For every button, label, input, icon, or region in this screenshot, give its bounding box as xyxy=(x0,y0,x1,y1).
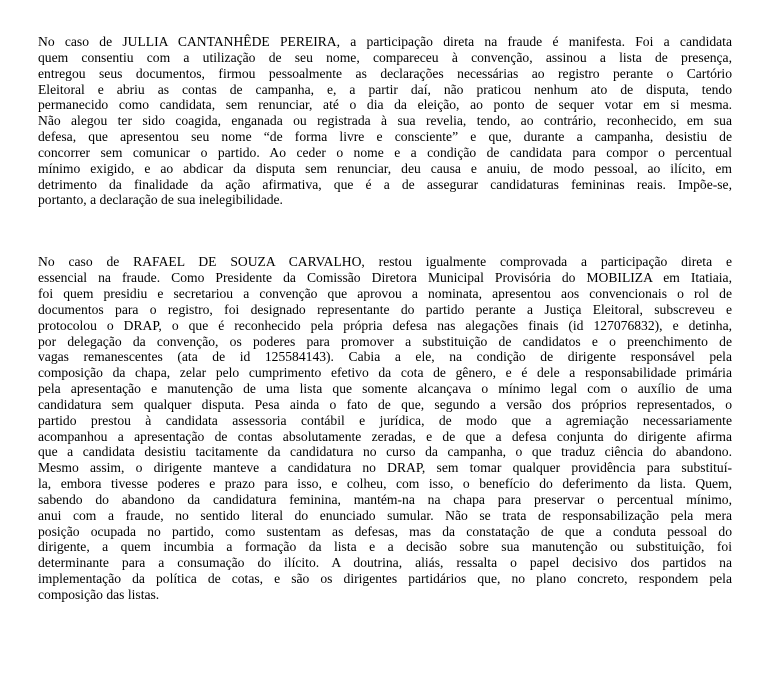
text-line: quem consentiu com a utilização de seu nome, compareceu à convenção, assinou a lista de presença, xyxy=(38,49,732,65)
text-line: vagas remanescentes (ata de id 125584143). Cabia a ele, na condição de dirigente responsável pela xyxy=(38,349,732,365)
text-line: implementação da política de cotas, e são os dirigentes partidários que, no plano concreto, respondem pela xyxy=(38,571,732,587)
text-line: acompanhou a apresentação de contas absolutamente zeradas, e de que a defesa conjunta do dirigente afirma xyxy=(38,428,732,444)
text-line: detrimento da finalidade da ação afirmativa, que é a de assegurar candidaturas femininas reais. Impõe-se, xyxy=(38,176,732,192)
paragraph-gap xyxy=(38,208,732,254)
paragraph-rafael xyxy=(38,254,732,603)
text-line: dirigente, a quem incumbia a formação da lista e a decisão sobre sua manutenção ou substituição, foi xyxy=(38,539,732,555)
text-line: composição das listas. xyxy=(38,587,160,602)
text-line: Eleitoral e abriu as contas de campanha, e, a partir daí, não praticou nenhum ato de disputa, tendo xyxy=(38,81,732,97)
text-line: la, embora tivesse poderes e prazo para isso, e colheu, com isso, o benefício do deferimento da lista. Quem, xyxy=(38,476,732,492)
text-line: candidatura sem qualquer disputa. Pesa ainda o fato de que, segundo a versão dos próprios representados, o xyxy=(38,396,732,412)
text-line: foi quem presidiu e secretariou a convenção que aprovou a nominata, apresentou aos convencionais o rol de xyxy=(38,285,732,301)
paragraph-jullia xyxy=(38,34,732,208)
text-line: No caso de RAFAEL DE SOUZA CARVALHO, restou igualmente comprovada a participação direta e xyxy=(38,254,732,270)
text-line: Mesmo assim, o dirigente manteve a candidatura no DRAP, sem tomar qualquer providência para substituí- xyxy=(38,460,732,476)
text-line: que a candidata desistiu tacitamente da candidatura no curso da campanha, o que traduz ciência do abandono. xyxy=(38,444,732,460)
text-line: por delegação da convenção, os poderes para promover a substituição de candidatos e o preenchimento de xyxy=(38,333,732,349)
text-line: sabendo do abandono da candidatura feminina, mantém-na na chapa para preservar o percentual mínimo, xyxy=(38,491,732,507)
text-line: No caso de JULLIA CANTANHÊDE PEREIRA, a participação direta na fraude é manifesta. Foi a candidata xyxy=(38,34,732,49)
text-line: pela apresentação e manutenção de uma lista que somente alcançava o mínimo legal com o auxílio de uma xyxy=(38,381,732,397)
text-line: entregou seus documentos, firmou pessoalmente as declarações necessárias ao registro perante o Cartório xyxy=(38,65,732,81)
text-line: documentos para o registro, foi designado representante do partido perante a Justiça Eleitoral, subscreveu e xyxy=(38,301,732,317)
text-line: anui com a fraude, no sentido literal do enunciado sumular. Não se trata de responsabilização pela mera xyxy=(38,507,732,523)
text-line: essencial na fraude. Como Presidente da Comissão Diretora Municipal Provisória do MOBILIZA em Itatiaia, xyxy=(38,270,732,286)
document-page xyxy=(38,34,732,603)
text-line: posição ocupada no partido, como sustentam as defesas, mas da constatação de que a conduta pessoal do xyxy=(38,523,732,539)
text-line: defesa, que apresentou seu nome “de forma livre e consciente” e que, durante a campanha, desistiu de xyxy=(38,129,732,145)
text-line: concorrer sem comunicar o partido. Ao ceder o nome e a condição de candidata para compor o percentual xyxy=(38,144,732,160)
text-line: partido prestou à candidata assessoria contábil e jurídica, de modo que a agremiação necessariamente xyxy=(38,412,732,428)
text-line: composição da chapa, zelar pelo cumprimento efetivo da cota de gênero, e é dele a responsabilidade primária xyxy=(38,365,732,381)
text-line: portanto, a declaração de sua inelegibilidade. xyxy=(38,192,283,208)
text-line: mínimo exigido, e ao abdicar da disputa sem renunciar, deu causa e anuiu, de modo pessoal, ao ilícito, em xyxy=(38,160,732,176)
text-line: permanecido como candidata, sem renunciar, até o dia da eleição, ao ponto de sequer votar em si mesma. xyxy=(38,97,732,113)
text-line: determinante para a consumação do ilícito. A doutrina, aliás, ressalta o papel decisivo dos partidos na xyxy=(38,555,732,571)
text-line: protocolou o DRAP, o que é reconhecido pela própria defesa nas alegações finais (id 127076832), e detinha, xyxy=(38,317,732,333)
text-line: Não alegou ter sido coagida, enganada ou registrada à sua revelia, tendo, ao contrário, reconhecido, em sua xyxy=(38,113,732,129)
